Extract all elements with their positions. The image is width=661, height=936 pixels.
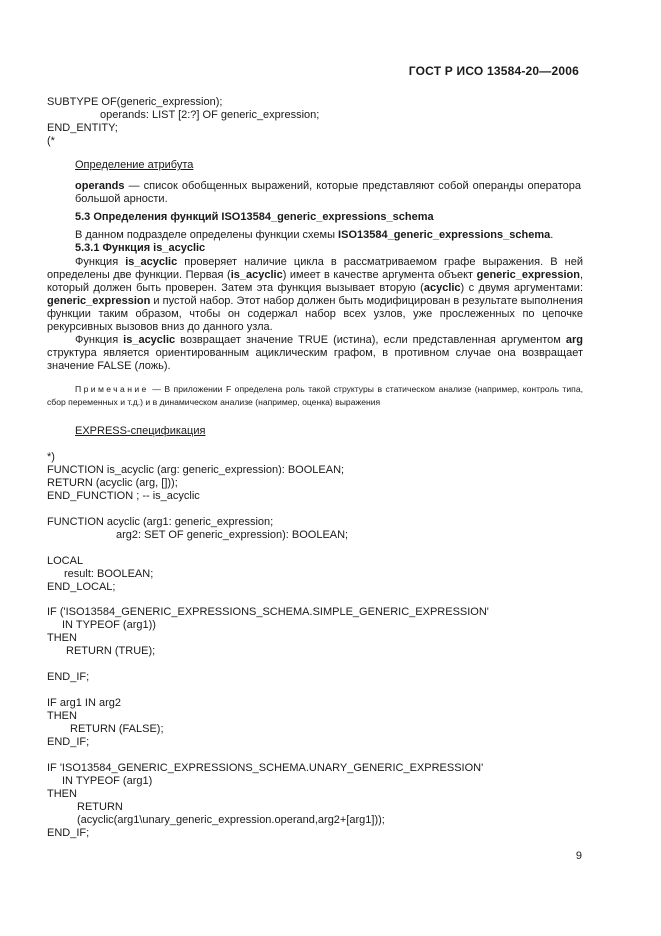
code-line: END_IF; (47, 827, 90, 839)
code-line: operands: LIST [2:?] OF generic_expression; (100, 109, 320, 121)
code-line: IN TYPEOF (arg1) (62, 775, 153, 787)
code-line: THEN (47, 710, 77, 722)
note-paragraph: Примечание — В приложении F определена роль такой структуры в статическом анализе (например, контроль типа, сбор переменных и т.д.) и в динамическом анализе (например, оценка) выражения (47, 384, 583, 407)
code-line: END_IF; (47, 736, 90, 748)
code-line: IF 'ISO13584_GENERIC_EXPRESSIONS_SCHEMA.UNARY_GENERIC_EXPRESSION' (47, 762, 484, 774)
code-line: result: BOOLEAN; (64, 568, 154, 580)
code-line: SUBTYPE OF(generic_expression); (47, 96, 223, 108)
code-line: FUNCTION is_acyclic (arg: generic_expression): BOOLEAN; (47, 464, 345, 476)
code-line: END_LOCAL; (47, 581, 116, 593)
code-line: THEN (47, 788, 77, 800)
code-line: RETURN (77, 801, 123, 813)
code-line: (* (47, 135, 55, 147)
code-line: RETURN (acyclic (arg, [])); (47, 477, 178, 489)
code-line: END_FUNCTION ; -- is_acyclic (47, 490, 200, 502)
code-line: END_ENTITY; (47, 122, 118, 134)
section-5-3-1-paragraph-1: Функция is_acyclic проверяет наличие цикла в рассматриваемом графе выражения. В ней определены две функции. Первая (is_acyclic) имеет в качестве аргумента объект generic_expression, который должен быть проверен. Затем эта функция вызывает вторую (acyclic) с двумя аргументами: generic_expression и пустой набор. Этот набор должен быть модифицирован в результате выполнения функции таким образом, чтобы он содержал набор всех узлов, уже прослеженных по цепочке рекурсивных вызовов вниз до данного узла. (47, 256, 584, 333)
page-header-standard-id: ГОСТ Р ИСО 13584-20—2006 (408, 64, 579, 78)
code-line: IN TYPEOF (arg1)) (62, 619, 156, 631)
attribute-definition-text: operands — список обобщенных выражений, которые представляют собой операнды оператора большой арности. (75, 180, 581, 205)
code-line: LOCAL (47, 555, 84, 567)
code-line: FUNCTION acyclic (arg1: generic_expression; (47, 516, 274, 528)
code-line: RETURN (FALSE); (70, 723, 164, 735)
section-5-3-heading: 5.3 Определения функций ISO13584_generic_expressions_schema (75, 211, 434, 223)
code-line: RETURN (TRUE); (66, 645, 156, 657)
code-line: (acyclic(arg1\unary_generic_expression.operand,arg2+[arg1])); (77, 814, 385, 826)
code-line: arg2: SET OF generic_expression): BOOLEAN; (116, 529, 349, 541)
code-line: THEN (47, 632, 77, 644)
code-line: IF ('ISO13584_GENERIC_EXPRESSIONS_SCHEMA.SIMPLE_GENERIC_EXPRESSION' (47, 606, 489, 618)
code-line: END_IF; (47, 671, 90, 683)
code-line: IF arg1 IN arg2 (47, 697, 121, 709)
section-5-3-1-paragraph-2: Функция is_acyclic возвращает значение TRUE (истина), если представленная аргументом arg структура является ориентированным ациклическим графом, в противном случае она возвращает значение FALSE (ложь). (47, 334, 583, 372)
section-5-3-1-heading: 5.3.1 Функция is_acyclic (75, 242, 206, 254)
page-number: 9 (575, 850, 582, 862)
express-specification-heading: EXPRESS-спецификация (75, 425, 206, 437)
section-5-3-intro: В данном подразделе определены функции схемы ISO13584_generic_expressions_schema. (75, 229, 554, 241)
attribute-definition-heading: Определение атрибута (75, 159, 194, 171)
code-line: *) (47, 451, 55, 463)
